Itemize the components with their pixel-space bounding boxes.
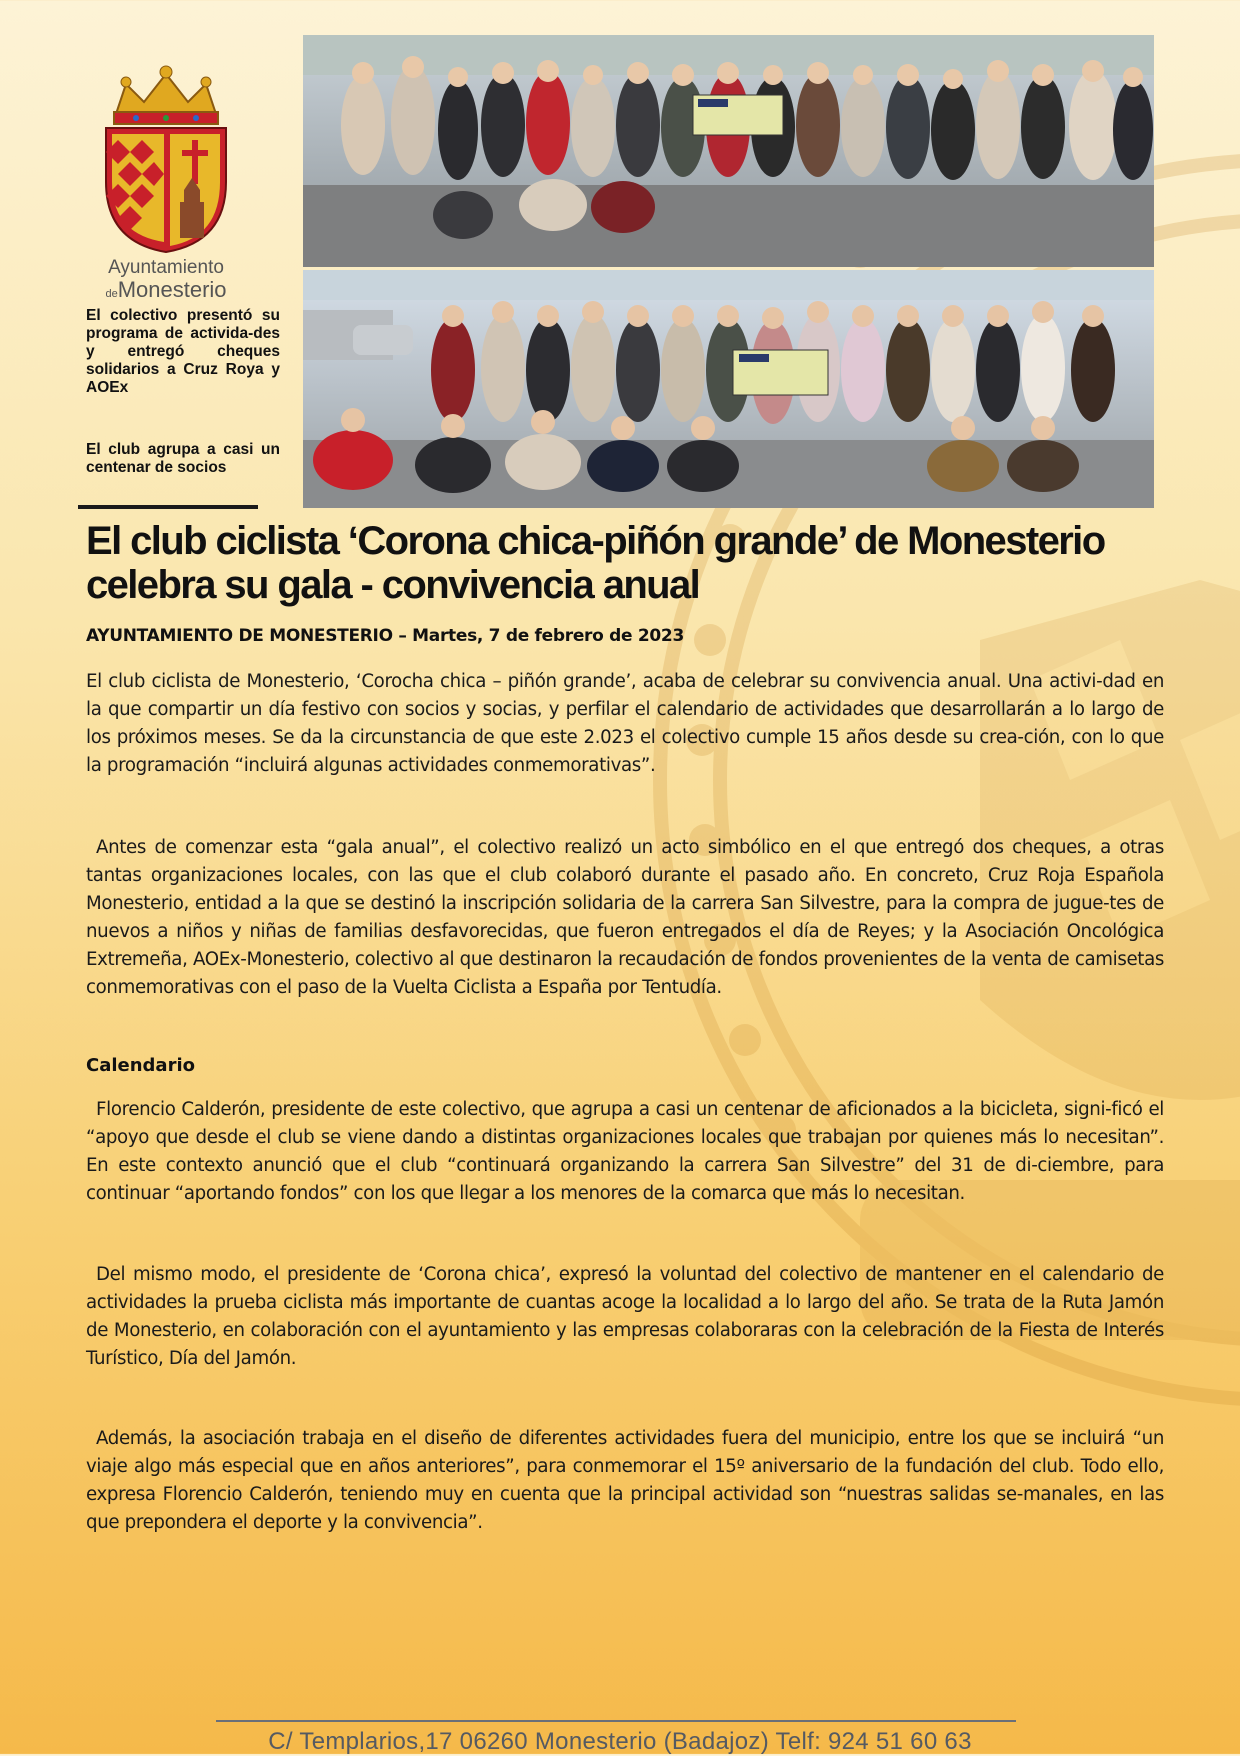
sidenote-summary: El colectivo presentó su programa de activida-des y entregó cheques solidarios a Cruz Roya y AOEx [86, 307, 280, 396]
group-photo-bottom [303, 270, 1154, 508]
section-heading-calendario: Calendario [86, 1055, 195, 1076]
footer-divider [216, 1720, 1016, 1722]
article-paragraph-4: Del mismo modo, el presidente de ‘Corona chica’, expresó la voluntad del colectivo de mantener en el calendario de actividades la prueba ciclista más importante de cuantas acoge la localidad a lo largo del año. Se trata de la Ruta Jamón de Monesterio, en colaboración con el ayuntamiento y las empresas colaboraras con la celebración de la Fiesta de Interés Turístico, Día del Jamón. [86, 1264, 1164, 1369]
logo-text-de: de [105, 288, 118, 300]
article-paragraph-2: Antes de comenzar esta “gala anual”, el colectivo realizó un acto simbólico en el que entregó dos cheques, a otras tantas organizaciones locales, con las que el club colaboró durante el pasado año. En concreto, Cruz Roja Española Monesterio, entidad a la que se destinó la inscripción solidaria de la carrera San Silvestre, para la compra de jugue-tes de nuevos a niños y niñas de familias desfavorecidas, que fueron entregados el día de Reyes; y la Asociación Oncológica Extremeña, AOEx-Monesterio, colectivo al que destinaron la recaudación de fondos provenientes de la venta de camisetas conmemorativas con el paso de la Vuelta Ciclista a España por Tentudía. [86, 837, 1164, 998]
sidenote-members: El club agrupa a casi un centenar de socios [86, 441, 280, 476]
logo-text-ayuntamiento: Ayuntamiento [108, 257, 224, 278]
article-paragraph-5: Además, la asociación trabaja en el diseño de diferentes actividades fuera del municipio, entre los que se incluirá “un viaje algo más especial que en años anteriores”, para conmemorar el 15º aniversario de la fundación del club. Todo ello, expresa Florencio Calderón, teniendo muy en cuenta que la principal actividad son “nuestras salidas se-manales, en las que prepondera el deporte y la convivencia”. [86, 1428, 1164, 1533]
logo-text-monesterio [86, 278, 246, 306]
group-photo-top [303, 35, 1154, 267]
logo-text-town: Monesterio [117, 277, 227, 302]
article-paragraph-3: Florencio Calderón, presidente de este colectivo, que agrupa a casi un centenar de aficionados a la bicicleta, signi-ficó el “apoyo que desde el club se viene dando a distintas organizaciones locales que trabajan por quienes más lo necesitan”. En este contexto anunció que el club “continuará organizando la carrera San Silvestre” del 31 de di-ciembre, para continuar “aportando fondos” con los que llegar a los menores de la comarca que más lo necesitan. [86, 1099, 1164, 1204]
sidebar-divider [78, 505, 258, 509]
article-headline: El club ciclista ‘Corona chica-piñón grande’ de Monesterio celebra su gala - convivencia anual [86, 519, 1105, 607]
article-byline: AYUNTAMIENTO DE MONESTERIO – Martes, 7 de febrero de 2023 [86, 626, 684, 646]
footer-address: C/ Templarios,17 06260 Monesterio (Badajoz) Telf: 924 51 60 63 [268, 1728, 972, 1755]
article-paragraph-1: El club ciclista de Monesterio, ‘Corocha chica – piñón grande’, acaba de celebrar su convivencia anual. Una activi-dad en la que compartir un día festivo con socios y socias, y perfilar el calendario de actividades que desarrollarán a lo largo de los próximos meses. Se da la circunstancia de que este 2.023 el colectivo cumple 15 años desde su crea-ción, con lo que la programación “incluirá algunas actividades conmemorativas”. [86, 671, 1164, 776]
